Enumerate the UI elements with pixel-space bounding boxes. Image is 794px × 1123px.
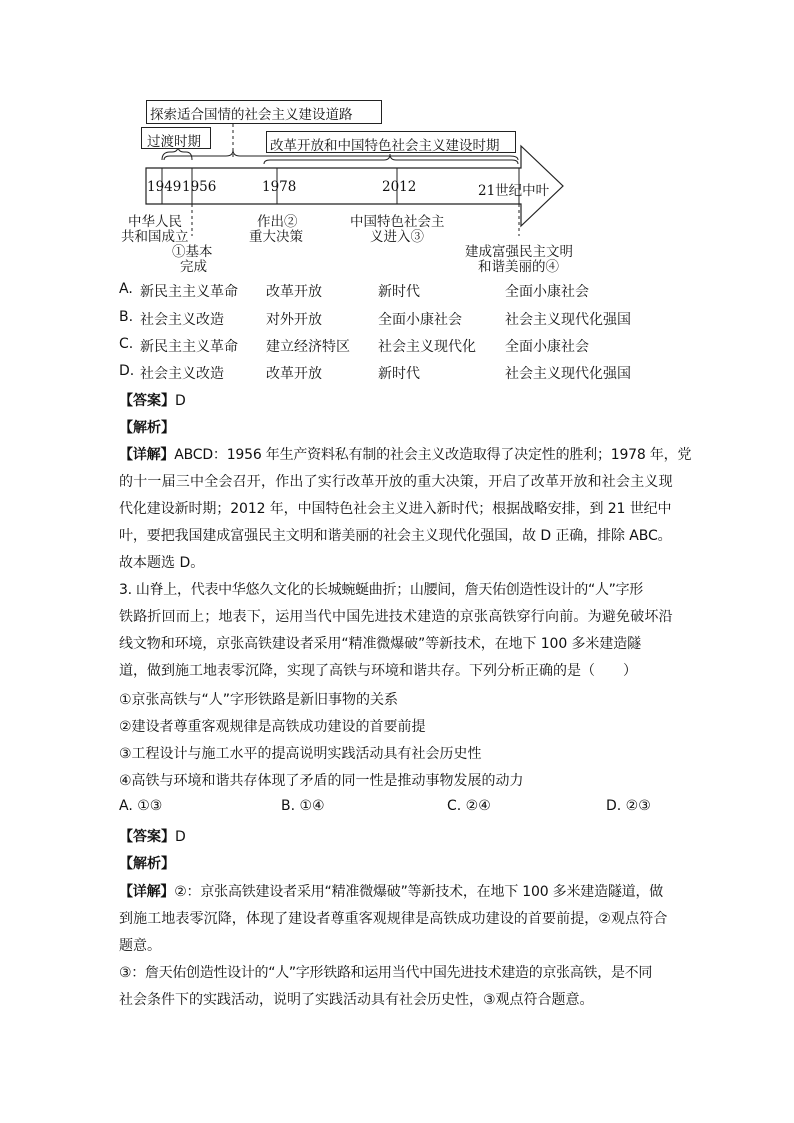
option-col3: 社会主义现代化 xyxy=(378,339,476,355)
label-2050-line2: 和谐美丽的④ xyxy=(478,259,559,275)
q3-detail-line-1 xyxy=(119,881,663,901)
q2-detail-line-3: 代化建设新时期；2012 年，中国特色社会主义进入新时代；根据战略安排，到 21 世纪中 xyxy=(119,501,672,517)
q2-detail-line-2: 的十一届三中全会召开，作出了实行改革开放的重大决策，开启了改革开放和社会主义现 xyxy=(119,474,673,490)
option-col2: 建立经济特区 xyxy=(266,339,350,355)
year-1949: 1949 xyxy=(147,179,182,195)
answer-label: 【答案】 xyxy=(119,829,175,845)
q3-answer xyxy=(119,826,186,846)
year-1978: 1978 xyxy=(262,179,297,195)
year-2012: 2012 xyxy=(382,179,417,195)
detail-label: 【详解】 xyxy=(119,447,175,463)
option-col2: 对外开放 xyxy=(266,312,322,328)
option-col4: 全面小康社会 xyxy=(505,339,589,355)
q3-option-c: C. ②④ xyxy=(447,798,491,814)
label-1956-line1: ①基本 xyxy=(172,244,213,260)
option-col1: 社会主义改造 xyxy=(140,366,224,382)
year-1956: 1956 xyxy=(182,179,217,195)
detail-text: ②：京张高铁建设者采用“精准微爆破”等新技术，在地下 100 多米建造隧道，做 xyxy=(174,884,664,900)
q3-option-a: A. ①③ xyxy=(119,798,163,814)
q3-stem-line-4: 道，做到施工地表零沉降，实现了高铁与环境和谐共存。下列分析正确的是（ ） xyxy=(119,663,637,679)
q3-detail-line-5: 社会条件下的实践活动，说明了实践活动具有社会历史性，③观点符合题意。 xyxy=(119,992,594,1008)
q3-option-d: D. ②③ xyxy=(606,798,651,814)
label-1978-line2: 重大决策 xyxy=(249,229,303,245)
option-letter: B. xyxy=(119,309,134,325)
q3-stem-line-1: 3. 山脊上，代表中华悠久文化的长城蜿蜒曲折；山腰间，詹天佑创造性设计的“人”字形 xyxy=(119,582,644,598)
year-2050: 21世纪中叶 xyxy=(478,183,550,199)
q3-analysis-heading: 【解析】 xyxy=(119,856,175,872)
answer-label: 【答案】 xyxy=(119,393,175,409)
q3-stem-line-3: 线文物和环境，京张高铁建设者采用“精准微爆破”等新技术，在地下 100 多米建造隧 xyxy=(119,636,642,652)
option-col1: 新民主主义革命 xyxy=(140,339,238,355)
label-1949-line2: 共和国成立 xyxy=(121,229,189,245)
answer-value: D xyxy=(175,393,186,409)
q3-stem-line-2: 铁路折回而上；地表下，运用当代中国先进技术建造的京张高铁穿行向前。为避免破坏沿 xyxy=(119,609,673,625)
top-box-label: 探索适合国情的社会主义建设道路 xyxy=(150,107,353,123)
detail-text: ABCD：1956 年生产资料私有制的社会主义改造取得了决定性的胜利；1978 年，党 xyxy=(174,447,692,463)
label-1949-line1: 中华人民 xyxy=(128,214,182,230)
option-col3: 新时代 xyxy=(378,366,420,382)
option-col4: 社会主义现代化强国 xyxy=(505,312,631,328)
q3-detail-line-4: ③：詹天佑创造性设计的“人”字形铁路和运用当代中国先进技术建造的京张高铁，是不同 xyxy=(119,965,653,981)
label-2050-line1: 建成富强民主文明 xyxy=(465,244,573,260)
q3-detail-line-3: 题意。 xyxy=(119,938,161,954)
option-col4: 社会主义现代化强国 xyxy=(505,366,631,382)
reform-box-label: 改革开放和中国特色社会主义建设时期 xyxy=(270,138,500,154)
q2-detail-line-5: 故本题选 D。 xyxy=(119,555,205,571)
option-col3: 新时代 xyxy=(378,284,420,300)
transition-box-label: 过渡时期 xyxy=(147,134,201,150)
option-letter: C. xyxy=(119,336,134,352)
option-col1: 新民主主义革命 xyxy=(140,284,238,300)
label-2012-line2: 义进入③ xyxy=(370,229,424,245)
label-1978-line1: 作出② xyxy=(257,214,298,230)
q3-statement-2: ②建设者尊重客观规律是高铁成功建设的首要前提 xyxy=(119,719,426,735)
q2-detail-line-1 xyxy=(119,444,691,464)
option-letter: A. xyxy=(119,281,133,297)
option-col2: 改革开放 xyxy=(266,284,322,300)
option-col4: 全面小康社会 xyxy=(505,284,589,300)
q3-statement-1: ①京张高铁与“人”字形铁路是新旧事物的关系 xyxy=(119,692,399,708)
q2-answer xyxy=(119,390,186,410)
option-letter: D. xyxy=(119,363,135,379)
option-col3: 全面小康社会 xyxy=(378,312,462,328)
answer-value: D xyxy=(175,829,186,845)
option-col1: 社会主义改造 xyxy=(140,312,224,328)
detail-label: 【详解】 xyxy=(119,884,175,900)
label-1956-line2: 完成 xyxy=(180,259,207,275)
option-col2: 改革开放 xyxy=(266,366,322,382)
label-2012-line1: 中国特色社会主 xyxy=(350,214,445,230)
q2-detail-line-4: 叶，要把我国建成富强民主文明和谐美丽的社会主义现代化强国，故 D 正确，排除 ABC。 xyxy=(119,528,672,544)
q3-statement-4: ④高铁与环境和谐共存体现了矛盾的同一性是推动事物发展的动力 xyxy=(119,773,524,789)
q3-detail-line-2: 到施工地表零沉降，体现了建设者尊重客观规律是高铁成功建设的首要前提，②观点符合 xyxy=(119,911,668,927)
q3-option-b: B. ①④ xyxy=(281,798,325,814)
q3-statement-3: ③工程设计与施工水平的提高说明实践活动具有社会历史性 xyxy=(119,746,482,762)
q2-analysis-heading: 【解析】 xyxy=(119,420,175,436)
